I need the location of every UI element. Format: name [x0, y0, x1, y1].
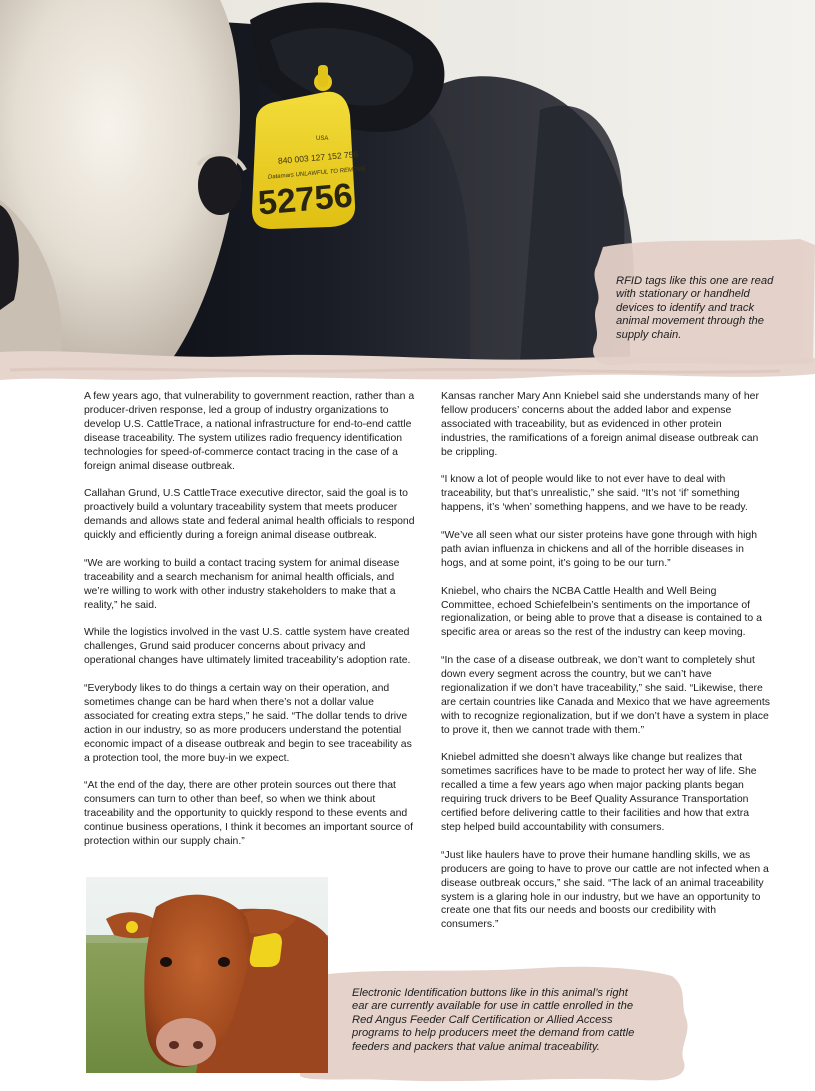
- paragraph: Callahan Grund, U.S CattleTrace executive director, said the goal is to proactively build a voluntary traceability system that meets producer demands and allows state and federal animal health officials to respond quickly and efficiently during a foreign animal disease outbreak.: [84, 488, 415, 542]
- caption-eid-buttons: Electronic Identification buttons like in this animal’s right ear are currently available for use in cattle enrolled in the Red Angus Feeder Calf Certification or Allied Access programs to help producers meet the demand from cattle feeders and packers that value animal traceability.: [352, 987, 635, 1053]
- tag-brand-line: Datamars UNLAWFUL TO REMOVE: [267, 166, 366, 181]
- paragraph: “Everybody likes to do things a certain way on their operation, and sometimes change can be hard when there’s not a dollar value associated for creating extra steps,” he said. “The dollar tends to drive action in our industry, so as more producers understand the potential economic impact of a disease outbreak and begin to see traceability as a protection tool, the more buy-in we expect.: [84, 682, 412, 764]
- paragraph: “At the end of the day, there are other protein sources out there that consumers can turn to other than beef, so when we think about traceability and the opportunity to quickly respond to these events and continue business operations, I think it becomes an important source of protection within our supply chain.”: [84, 780, 413, 847]
- right-column: [441, 390, 771, 946]
- tag-small-text: USA: [316, 136, 329, 142]
- paragraph: Kniebel admitted she doesn’t always like change but realizes that sometimes sacrifices have to be made to protect her way of life. She recalled a time a few years ago when major packing plants began requiring truck drivers to be Beef Quality Assurance Transportation certified before delivering cattle to their facilities and how that extra step helped build accountability with consumers.: [441, 752, 757, 834]
- paragraph: While the logistics involved in the vast U.S. cattle system have created challenges, Grund said producer concerns about privacy and operational changes have ultimately limited traceability’s adoption rate.: [84, 627, 411, 667]
- paragraph: “I know a lot of people would like to not ever have to deal with traceability, but that’s unrealistic,” she said. “It’s not ‘if’ something happens, it’s ‘when’ something happens, and we have to be ready.: [441, 474, 748, 514]
- paragraph: “In the case of a disease outbreak, we don’t want to completely shut down every segment across the country, but we can’t have regionalization if we don’t have traceability,” she said. “Likewise, there are certain countries like Canada and Mexico that we have agreements with to recognize regionalization, but if we don’t have a system in place to prove it, then we cannot trade with them.”: [441, 655, 770, 736]
- paragraph: Kniebel, who chairs the NCBA Cattle Health and Well Being Committee, echoed Schiefelbein’s sentiments on the importance of regionalization, or being able to prove that a disease is contained to a specific area or areas so the rest of the industry can keep moving.: [441, 585, 762, 639]
- caption-rfid-tags: RFID tags like this one are read with stationary or handheld devices to identify and track animal movement through the supply chain.: [616, 275, 774, 341]
- red-angus-illustration: [86, 877, 328, 1073]
- left-column: [84, 390, 416, 863]
- paragraph: Kansas rancher Mary Ann Kniebel said she understands many of her fellow producers’ concerns about the added labor and expense associated with traceability, but as evidenced in other protein industries, the ramifications of a foreign animal disease outbreak can be crippling.: [441, 391, 759, 458]
- tag-id-line: 840 003 127 152 756: [277, 148, 359, 166]
- paragraph: “Just like haulers have to prove their humane handling skills, we as producers are going to have to prove our cattle are not infected when a disease outbreak occurs,” she said. “The lack of an animal traceability system is a glaring hole in our industry, but we have an opportunity to create one that fits our needs and boosts our credibility with consumers.”: [441, 849, 769, 931]
- paragraph: “We are working to build a contact tracing system for animal disease traceability and a search mechanism for animal health officials, and we’re willing to work with other industry stakeholders to make that a reality,” he said.: [84, 557, 400, 611]
- red-angus-photo: [86, 877, 328, 1073]
- paragraph: “We’ve all seen what our sister proteins have gone through with high path avian influenza in chickens and all of the horrible diseases in hogs, and at some point, it’s going to be our turn.”: [441, 530, 758, 569]
- tag-number: 52756: [256, 176, 355, 223]
- paragraph: A few years ago, that vulnerability to government reaction, rather than a producer-driven response, led a group of industry organizations to develop U.S. CattleTrace, a national infrastructure for end-to-end cattle disease traceability. The system utilizes radio frequency identification technologies for speed-of-commerce contact tracing in the case of a foreign animal disease outbreak.: [84, 391, 415, 472]
